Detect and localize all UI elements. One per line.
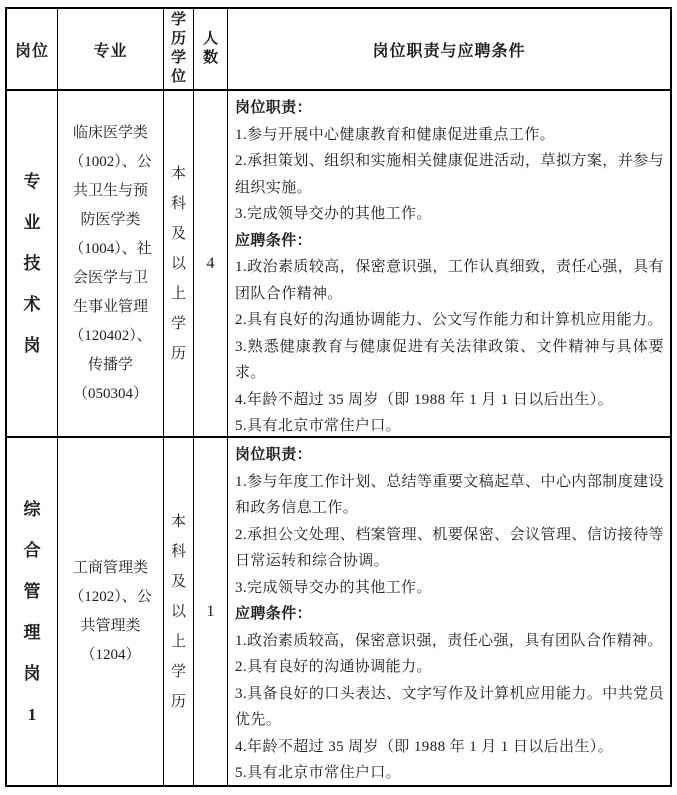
text-line: 5.具有北京市常住户口。 <box>235 418 402 434</box>
position-name-cell <box>7 438 58 785</box>
stacked-char: 及 <box>170 573 186 590</box>
stacked-char: 历 <box>170 31 186 47</box>
text-line: 4.年龄不超过 35 周岁（即 1988 年 1 月 1 日以后出生）。 <box>235 391 614 408</box>
stacked-char: 学 <box>170 50 186 66</box>
text-line: 4.年龄不超过 35 周岁（即 1988 年 1 月 1 日以后出生）。 <box>235 738 614 755</box>
text-line: （1202）、公 <box>69 588 152 605</box>
stacked-char: 技 <box>23 254 41 273</box>
text-line: 工商管理类 <box>72 559 148 576</box>
stacked-char: 专 <box>23 172 41 191</box>
text-line: 1.参与开展中心健康教育和健康促进重点工作。 <box>235 126 556 143</box>
stacked-char: 学 <box>170 663 186 680</box>
text-line: 1.参与年度工作计划、总结等重要文稿起草、中心内部制度建设和政务信息工作。 <box>235 473 664 516</box>
stacked-char: 数 <box>202 50 218 66</box>
stacked-char: 综 <box>23 499 41 519</box>
stacked-char: 科 <box>170 543 186 560</box>
job-row-professional-technical <box>7 91 670 438</box>
text-line: （050304） <box>72 385 148 402</box>
stacked-char: 人 <box>202 31 218 47</box>
stacked-char: 科 <box>170 195 186 212</box>
stacked-char: 岗 <box>23 663 41 683</box>
stacked-char: 学 <box>170 12 186 28</box>
text-line: 生事业管理 <box>72 298 148 315</box>
stacked-char: 1 <box>27 704 37 724</box>
duties-cell <box>228 438 670 785</box>
stacked-char: 管 <box>23 581 41 601</box>
major-cell <box>58 438 164 785</box>
text-line: 共管理类 <box>80 617 141 634</box>
text-line: 共卫生与预 <box>72 182 148 199</box>
text-line: 会医学与卫 <box>72 269 148 286</box>
text-line: 2.具有良好的沟通协调能力、公文写作能力和计算机应用能力。 <box>235 312 663 328</box>
stacked-char: 本 <box>170 513 186 530</box>
text-line: （1204） <box>80 646 141 663</box>
duties-cell <box>228 91 670 436</box>
stacked-char: 业 <box>23 213 41 232</box>
education-cell <box>164 438 194 785</box>
text-line: 2.具有良好的沟通协调能力。 <box>235 659 432 675</box>
stacked-char: 历 <box>170 693 186 710</box>
text-line: （1004）、社 <box>69 240 152 257</box>
text-line: 临床医学类 <box>72 124 148 141</box>
stacked-char: 理 <box>23 622 41 642</box>
header-cell-duties: 岗位职责与应聘条件 <box>372 42 526 60</box>
headcount-cell: 4 <box>194 91 228 436</box>
text-line: 5.具有北京市常住户口。 <box>235 765 402 781</box>
text-line: 传播学 <box>87 356 133 373</box>
text-line: 应聘条件： <box>235 232 313 249</box>
text-line: （1002）、公 <box>69 153 152 170</box>
stacked-char: 上 <box>170 285 186 302</box>
header-cell-major: 专业 <box>58 9 164 89</box>
education-cell <box>164 91 194 436</box>
text-line: 1.政治素质较高，保密意识强，责任心强，具有团队合作精神。 <box>235 632 663 649</box>
text-line: 2.承担策划、组织和实施相关健康促进活动，草拟方案，并参与组织实施。 <box>235 153 664 196</box>
stacked-char: 历 <box>170 345 186 362</box>
stacked-char: 合 <box>23 540 41 560</box>
text-line: 3.完成领导交办的其他工作。 <box>235 579 432 596</box>
stacked-char: 以 <box>170 603 186 620</box>
major-cell <box>58 91 164 436</box>
stacked-char: 学 <box>170 315 186 332</box>
stacked-char: 以 <box>170 255 186 272</box>
text-line: 应聘条件： <box>235 606 313 622</box>
stacked-char: 及 <box>170 225 186 242</box>
text-line: 3.具备良好的口头表达、文字写作及计算机应用能力。中共党员优先。 <box>235 685 664 728</box>
stacked-char: 本 <box>170 165 186 182</box>
header-cell-position: 岗位 <box>7 9 58 89</box>
table-header-row <box>7 9 670 91</box>
job-row-general-management-1 <box>7 438 670 785</box>
text-line: 防医学类 <box>80 211 141 228</box>
header-cell-education <box>164 9 194 89</box>
headcount-cell: 1 <box>194 438 228 785</box>
text-line: （120402）、 <box>69 327 152 344</box>
text-line: 3.完成领导交办的其他工作。 <box>235 206 432 222</box>
position-name-cell <box>7 91 58 436</box>
stacked-char: 上 <box>170 633 186 650</box>
stacked-char: 岗 <box>23 336 41 355</box>
recruitment-table <box>5 7 672 787</box>
stacked-char: 术 <box>23 295 41 314</box>
text-line: 岗位职责： <box>235 100 313 116</box>
text-line: 1.政治素质较高，保密意识强，工作认真细致，责任心强，具有团队合作精神。 <box>235 259 664 302</box>
text-line: 岗位职责： <box>235 447 313 463</box>
stacked-char: 位 <box>170 69 186 85</box>
text-line: 2.承担公文处理、档案管理、机要保密、会议管理、信访接待等日常运转和综合协调。 <box>235 526 664 569</box>
header-cell-headcount <box>194 9 228 89</box>
text-line: 3.熟悉健康教育与健康促进有关法律政策、文件精神与具体要求。 <box>235 338 664 381</box>
